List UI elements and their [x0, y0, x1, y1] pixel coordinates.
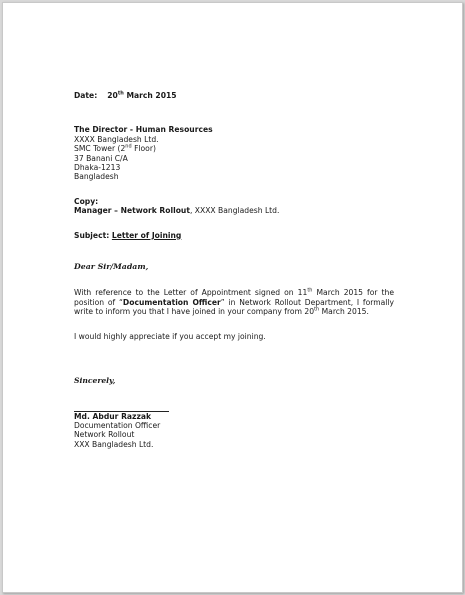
recipient-address-line-1 — [74, 144, 394, 153]
recipient-address — [74, 125, 394, 181]
subject-line — [74, 231, 394, 240]
body-paragraph-2: I would highly appreciate if you accept my joining. — [74, 331, 266, 341]
closing: Sincerely, — [74, 376, 116, 386]
date-label: Date: — [74, 91, 98, 100]
copy-label: Copy: — [74, 196, 99, 206]
recipient-address-line-2: 37 Banani C/A — [74, 153, 128, 163]
copy-recipient — [74, 206, 394, 215]
copy-recipient-company: , XXXX Bangladesh Ltd. — [189, 206, 280, 216]
date-suffix: th — [117, 90, 124, 97]
body-paragraph-1 — [74, 288, 394, 316]
para1-part1: With reference to the Letter of Appointment signed on 11 — [74, 288, 308, 298]
signer-name: Md. Abdur Razzak — [74, 411, 152, 421]
subject-text: Letter of Joining — [111, 230, 182, 240]
document-page — [2, 2, 463, 593]
letter-body — [74, 91, 394, 449]
date-rest: March 2015 — [126, 91, 177, 100]
para1-part2: March 2015 for the position of “ — [74, 288, 394, 307]
signer-block — [74, 412, 394, 450]
salutation: Dear Sir/Madam, — [74, 262, 149, 272]
para1-part4: March 2015. — [319, 307, 369, 317]
recipient-address-line-3: Dhaka-1213 — [74, 163, 121, 173]
signer-company: XXX Bangladesh Ltd. — [74, 439, 154, 449]
date-value — [107, 91, 176, 100]
recipient-address-line-4: Bangladesh — [74, 172, 119, 182]
recipient-company: XXXX Bangladesh Ltd. — [74, 134, 159, 144]
address-line-1-sup: nd — [125, 143, 132, 150]
signer-title: Documentation Officer — [74, 420, 161, 430]
date-line — [74, 91, 394, 100]
para1-sup2: th — [314, 306, 320, 313]
address-line-1-pre: SMC Tower (2 — [74, 144, 126, 154]
address-line-1-post: Floor) — [134, 144, 156, 154]
signer-department: Network Rollout — [74, 430, 135, 440]
para1-part3: ” in Network Rollout Department, I formally write to inform you that I have joined in your company from 20 — [74, 297, 394, 317]
copy-block — [74, 197, 394, 216]
subject-label: Subject: — [74, 230, 110, 240]
date-day: 20 — [107, 91, 118, 100]
para1-sup1: th — [307, 287, 313, 294]
para1-position: Documentation Officer — [122, 297, 221, 307]
recipient-title: The Director - Human Resources — [74, 125, 213, 135]
copy-recipient-role: Manager – Network Rollout — [74, 206, 190, 216]
